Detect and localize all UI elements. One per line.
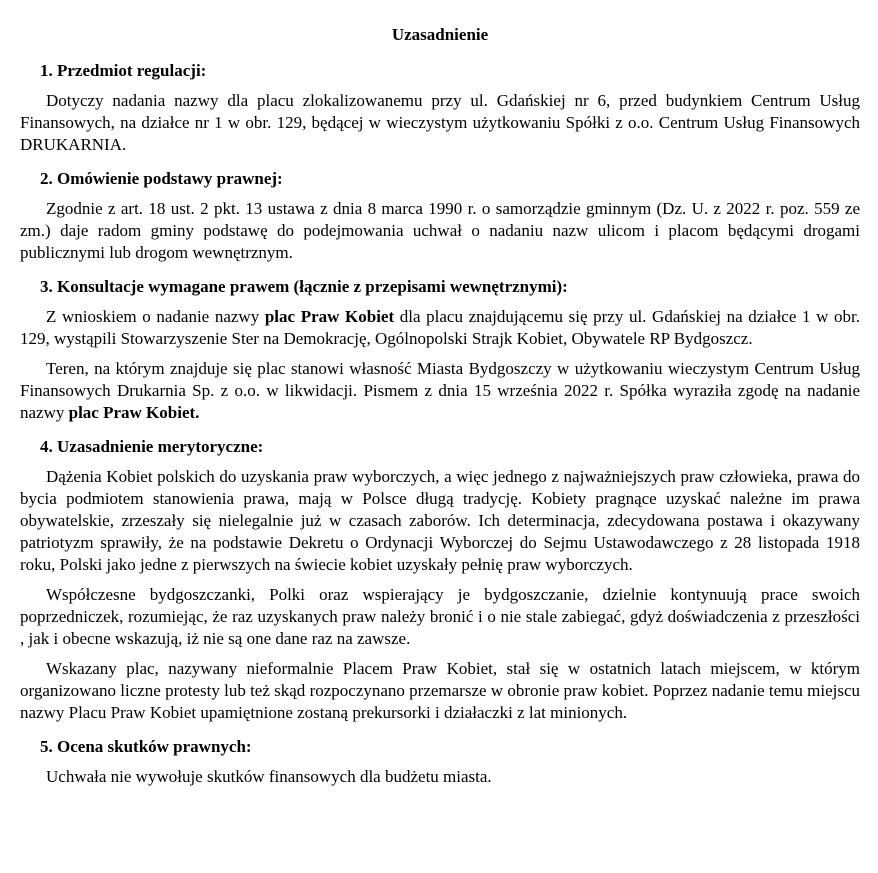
paragraph: Z wnioskiem o nadanie nazwy plac Praw Kobiet dla placu znajdującemu się przy ul. Gdańskiej na działce 1 w obr. 129, wystąpili Stowarzyszenie Ster na Demokrację, Ogólnopolski Strajk Kobiet, Obywatele RP Bydgoszcz. <box>20 307 861 348</box>
paragraph: Wskazany plac, nazywany nieformalnie Placem Praw Kobiet, stał się w ostatnich latach miejscem, w którym organizowano liczne protesty lub też skąd rozpoczynano przemarsze w obronie praw kobiet. Poprzez nadanie temu miejscu nazwy Placu Praw Kobiet upamiętnione zostaną prekursorki i działaczki z lat minionych. <box>20 659 860 722</box>
paragraph: Współczesne bydgoszczanki, Polki oraz wspierający je bydgoszczanie, dzielnie kontynuują prace swoich poprzedniczek, rozumiejąc, że raz uzyskanych praw należy bronić i o nie stale zabiegać, gdyż doświadczenia z przeszłości , jak i obecne wskazują, iż nie są one dane raz na zawsze. <box>20 585 860 648</box>
section-heading: 2. Omówienie podstawy prawnej: <box>40 169 283 188</box>
paragraph: Dotyczy nadania nazwy dla placu zlokalizowanemu przy ul. Gdańskiej nr 6, przed budynkiem Centrum Usług Finansowych, na działce nr 1 w obr. 129, będącej w wieczystym użytkowaniu Spółki z o.o. Centrum Usług Finansowych DRUKARNIA. <box>20 91 860 154</box>
section-heading: 5. Ocena skutków prawnych: <box>40 737 252 756</box>
section-przedmiot-regulacji <box>20 60 860 156</box>
document-title: Uzasadnienie <box>391 25 489 44</box>
paragraph: Zgodnie z art. 18 ust. 2 pkt. 13 ustawa z dnia 8 marca 1990 r. o samorządzie gminnym (Dz. U. z 2022 r. poz. 559 ze zm.) daje radom gminy podstawę do podejmowania uchwał o nadaniu nazw ulicom i placom będącymi drogami publicznymi lub drogom wewnętrznym. <box>20 199 860 262</box>
section-uzasadnienie-merytoryczne <box>20 436 860 724</box>
section-heading: 4. Uzasadnienie merytoryczne: <box>40 437 264 456</box>
section-heading: 3. Konsultacje wymagane prawem (łącznie z przepisami wewnętrznymi): <box>40 277 568 296</box>
section-konsultacje-wymagane-prawem <box>20 276 860 424</box>
section-omowienie-podstawy-prawnej <box>20 168 860 264</box>
paragraph: Dążenia Kobiet polskich do uzyskania praw wyborczych, a więc jednego z najważniejszych praw człowieka, prawa do bycia podmiotem stanowienia prawa, mają w Polsce długą tradycję. Kobiety pragnące uzyskać należne im prawa obywatelskie, zrzeszały się nielegalnie już w czasach zaborów. Ich determinacja, zdecydowana postawa i okazywany patriotyzm sprawiły, że na podstawie Dekretu o Ordynacji Wyborczej do Sejmu Ustawodawczego z 28 listopada 1918 roku, Polski jako jedne z pierwszych na świecie kobiet uzyskały pełnię praw wyborczych. <box>20 467 860 574</box>
paragraph: Teren, na którym znajduje się plac stanowi własność Miasta Bydgoszczy w użytkowaniu wieczystym Centrum Usług Finansowych Drukarnia Sp. z o.o. w likwidacji. Pismem z dnia 15 września 2022 r. Spółka wyraziła zgodę na nadanie nazwy plac Praw Kobiet. <box>20 359 860 422</box>
section-ocena-skutkow-prawnych <box>20 736 860 788</box>
paragraph: Uchwała nie wywołuje skutków finansowych dla budżetu miasta. <box>46 767 492 786</box>
section-heading: 1. Przedmiot regulacji: <box>40 61 207 80</box>
